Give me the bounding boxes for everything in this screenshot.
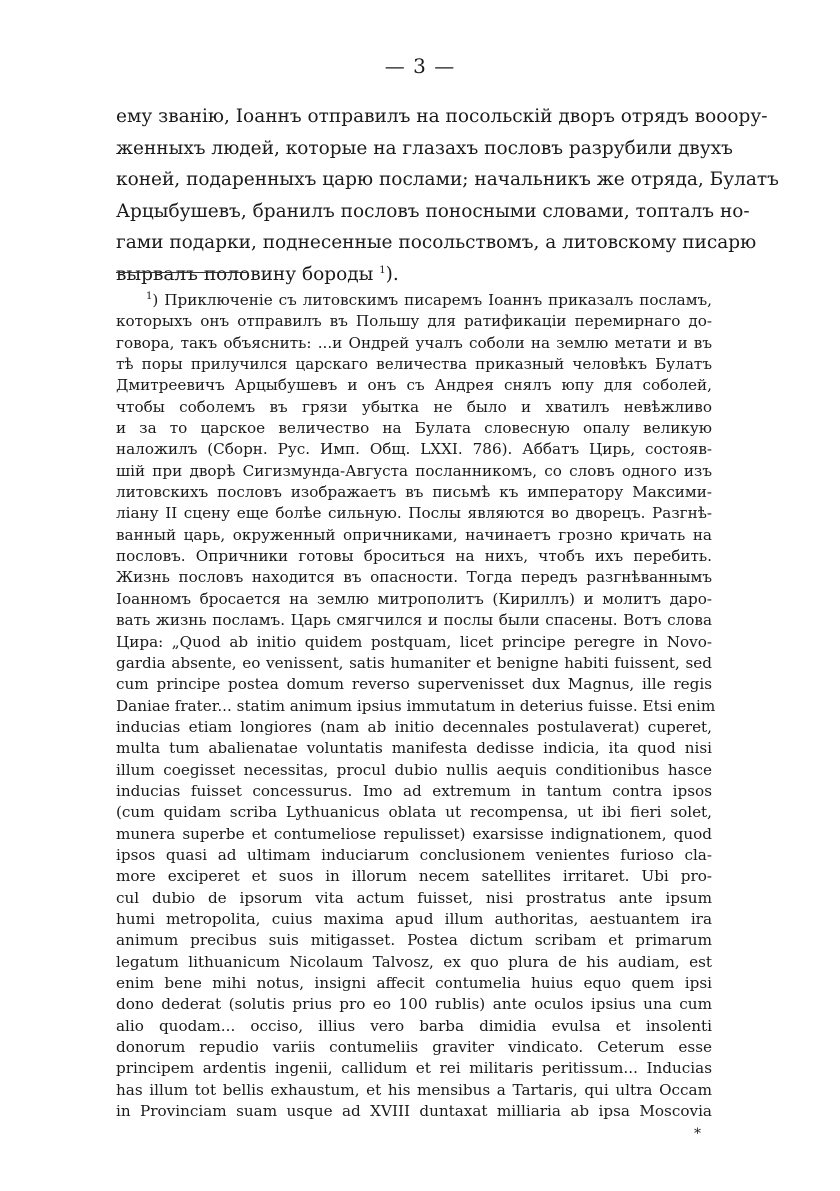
footnote-line: has illum tot bellis exhaustum, et his mensibus a Tartaris, qui ultra Occam <box>116 1080 712 1099</box>
footnote-marker: 1 <box>146 290 153 302</box>
footnote-line: gardia absente, eo venissent, satis humaniter et benigne habiti fuissent, sed <box>116 653 712 672</box>
footnote-line: Іоанномъ бросается на землю митрополитъ (Кириллъ) и молитъ даро- <box>116 589 712 608</box>
footnote-line: ліану II сцену еще болѣе сильную. Послы являются во дворецъ. Разгнѣ- <box>116 504 712 523</box>
main-text-last-line <box>116 259 712 291</box>
page-number: — 3 — <box>384 54 456 78</box>
footnote-reference: 1 <box>379 264 386 276</box>
footnote <box>116 290 716 1122</box>
footnote-line: шій при дворѣ Сигизмунда-Августа посланникомъ, со словъ одного изъ <box>116 461 712 480</box>
footnote-line: и за то царское величество на Булата словесную опалу великую <box>116 419 712 438</box>
footnote-line: in Provinciam suam usque ad XVIII duntaxat milliaria ab ipsa Moscovia <box>116 1102 712 1121</box>
footnote-line: cul dubio de ipsorum vita actum fuisset, nisi prostratus ante ipsum <box>116 888 712 907</box>
main-text-line: ему званію, Іоаннъ отправилъ на посольскій дворъ отрядъ вооору- <box>116 106 768 127</box>
main-text-line: женныхъ людей, которые на глазахъ пословъ разрубили двухъ <box>116 137 733 159</box>
main-text-line: гами подарки, поднесенные посольствомъ, а литовскому писарю <box>116 232 757 253</box>
footnote-line: наложилъ (Сборн. Рус. Имп. Общ. LXXI. 786). Аббатъ Цирь, состояв- <box>116 440 712 459</box>
footnote-line: illum coegisset necessitas, procul dubio nullis aequis conditionibus hasce <box>116 760 712 779</box>
footnote-first-line <box>116 290 712 311</box>
footnote-line: ) Приключеніе съ литовскимъ писаремъ Іоаннъ приказалъ посламъ, <box>152 291 712 309</box>
footnote-line: литовскихъ пословъ изображаетъ въ письмѣ къ императору Максими- <box>116 483 712 502</box>
footnote-line: multa tum abalienatae voluntatis manifesta dedisse indicia, ita quod nisi <box>116 739 712 758</box>
footnote-line: dono dederat (solutis prius pro eo 100 rublis) ante oculos ipsius una cum <box>116 995 712 1014</box>
footnote-line: Жизнь пословъ находится въ опасности. Тогда передъ разгнѣваннымъ <box>116 568 712 587</box>
footnote-line: inducias fuisset concessurus. Imo ad extremum in tantum contra ipsos <box>116 781 712 800</box>
footnote-line: animum precibus suis mitigasset. Postea dictum scribam et primarum <box>116 931 712 950</box>
main-text <box>116 101 779 290</box>
footnote-line: ipsos quasi ad ultimam induciarum conclusionem venientes furioso cla- <box>116 845 712 864</box>
footnote-line: cum principe postea domum reverso supervenisset dux Magnus, ille regis <box>116 675 712 694</box>
footnote-line: humi metropolita, cuius maxima apud illum authoritas, aestuantem ira <box>116 909 712 928</box>
footnote-line: legatum lithuanicum Nicolaum Talvosz, ex quo plura de his audiam, est <box>116 952 712 971</box>
main-text-end: ). <box>385 263 399 285</box>
footnote-line: Цира: „Quod ab initio quidem postquam, licet principe peregre in Novo- <box>116 632 712 651</box>
main-text-line: вырвалъ половину бороды <box>116 263 380 285</box>
footnote-line: ванный царь, окруженный опричниками, начинаетъ грозно кричать на <box>116 525 712 544</box>
footnote-line: munera superbe et contumeliose repulisset) exarsisse indignationem, quod <box>116 824 712 843</box>
footnote-line: вать жизнь посламъ. Царь смягчился и послы были спасены. Вотъ слова <box>116 611 712 630</box>
main-text-line: коней, подаренныхъ царю послами; начальникъ же отряда, Булатъ <box>116 169 779 190</box>
footnote-line: inducias etiam longiores (nam ab initio decennales postulaverat) cuperet, <box>116 717 712 736</box>
footnote-line: alio quodam... occiso, illius vero barba dimidia evulsa et insolenti <box>116 1016 712 1035</box>
footnote-line: говора, такъ объяснить: ...и Ондрей учалъ соболи на землю метати и въ <box>116 333 712 352</box>
footnote-line: enim bene mihi notus, insigni affecit contumelia huius equo quem ipsi <box>116 974 712 992</box>
footnote-line: (cum quidam scriba Lythuanicus oblata ut recompensa, ut ibi fieri solet, <box>116 803 712 822</box>
footnote-line: more exciperet et suos in illorum necem satellites irritaret. Ubi pro- <box>116 867 712 886</box>
footnote-line: Daniae frater... statim animum ipsius immutatum in deterius fuisse. Etsi enim <box>116 696 716 715</box>
footnote-line: тѣ поры прилучился царскаго величества приказный человѣкъ Булатъ <box>116 355 712 374</box>
footnote-line: donorum repudio variis contumeliis graviter vindicato. Ceterum esse <box>116 1038 712 1057</box>
footnote-line: пословъ. Опричники готовы броситься на нихъ, чтобъ ихъ перебить. <box>116 547 712 566</box>
footnote-line: которыхъ онъ отправилъ въ Польшу для ратификаціи перемирнаго до- <box>116 312 712 331</box>
footnote-line: principem ardentis ingenii, callidum et rei militaris peritissum... Inducias <box>116 1059 712 1078</box>
signature-mark: * <box>694 1126 701 1142</box>
footnote-line: чтобы соболемъ въ грязи убытка не было и хватилъ невѣжливо <box>116 397 712 416</box>
footnote-divider <box>116 272 248 273</box>
main-text-line: Арцыбушевъ, бранилъ пословъ поносными словами, топталъ но- <box>116 200 750 222</box>
footnote-line: Дмитреевичъ Арцыбушевъ и онъ съ Андрея снялъ юпу для соболей, <box>116 376 712 395</box>
